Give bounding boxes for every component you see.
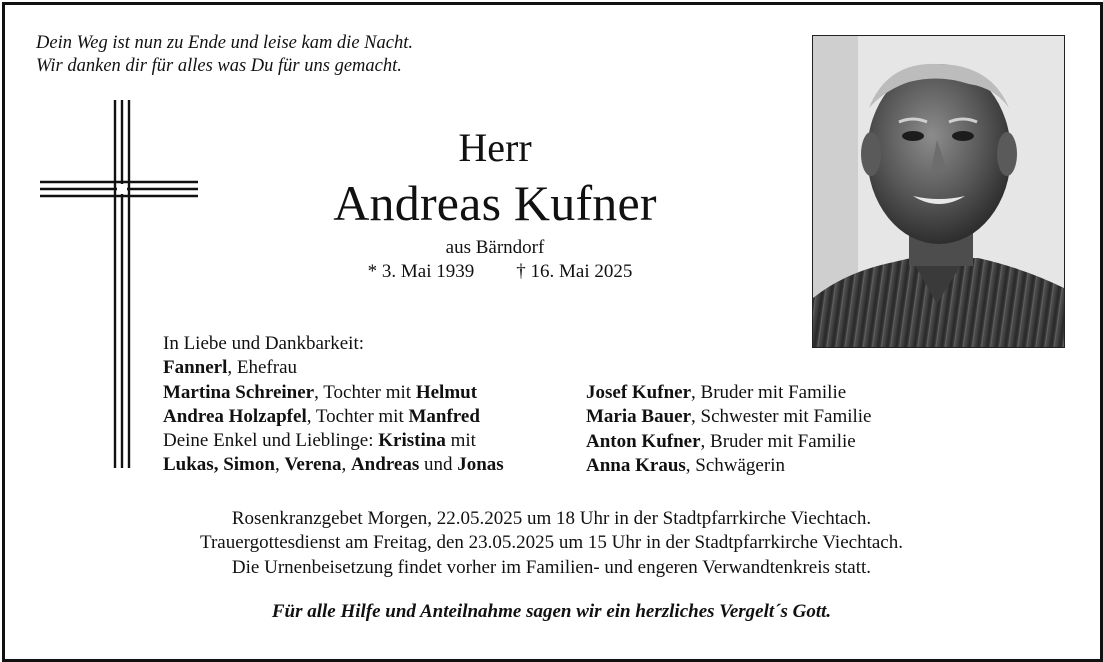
separator: und <box>419 454 458 476</box>
list-item <box>163 381 504 405</box>
service-line-2: Trauergottesdienst am Freitag, den 23.05.2025 um 15 Uhr in der Stadtpfarrkirche Viechtach. <box>200 532 903 554</box>
family-name: Maria Bauer <box>586 406 692 428</box>
list-item <box>163 405 504 429</box>
mourner-name: Fannerl <box>163 357 228 379</box>
family-name: Josef Kufner <box>586 382 692 403</box>
separator: , <box>274 454 285 476</box>
family-list <box>586 381 872 478</box>
mourner-relation: , Tochter mit <box>306 405 409 427</box>
service-line-1: Rosenkranzgebet Morgen, 22.05.2025 um 18 Uhr in der Stadtpfarrkirche Viechtach. <box>231 508 872 529</box>
salutation: Herr <box>458 125 532 170</box>
family-relation: , Bruder mit Familie <box>700 430 856 452</box>
service-info <box>0 507 1103 580</box>
mourners-list <box>163 332 504 478</box>
death-date: † 16. Mai 2025 <box>516 261 633 282</box>
family-relation: , Schwester mit Familie <box>691 406 872 428</box>
poem <box>36 32 413 78</box>
list-item <box>586 430 872 454</box>
family-name: Anton Kufner <box>586 430 701 452</box>
mourner-relation: , Ehefrau <box>227 357 298 379</box>
mourner-name: Andrea Holzapfel <box>163 405 307 427</box>
grandchild-name: Jonas <box>457 454 504 476</box>
grandchild-name: Lukas, Simon <box>163 454 275 476</box>
list-item <box>586 381 872 405</box>
poem-line-2: Wir danken dir für alles was Du für uns gemacht. <box>36 56 402 76</box>
family-name: Anna Kraus <box>586 454 686 476</box>
list-item <box>586 405 872 429</box>
list-item <box>163 429 504 453</box>
life-dates <box>300 259 700 285</box>
grandchildren-connector: mit <box>445 430 476 452</box>
birth-date: * 3. Mai 1939 <box>367 261 475 282</box>
mourner-partner: Helmut <box>415 381 478 403</box>
service-line-3: Die Urnenbeisetzung findet vorher im Familien- und engeren Verwandtenkreis statt. <box>231 556 872 578</box>
deceased-name: Andreas Kufner <box>333 175 657 231</box>
origin: aus Bärndorf <box>445 237 545 258</box>
mourner-relation: , Tochter mit <box>314 381 416 403</box>
thanks-line: Für alle Hilfe und Anteilnahme sagen wir ein herzliches Vergelt´s Gott. <box>271 601 832 622</box>
portrait-image <box>813 36 1064 347</box>
family-relation: , Schwägerin <box>685 454 785 476</box>
grandchildren-text: Deine Enkel und Lieblinge: <box>163 430 379 452</box>
family-relation: , Bruder mit Familie <box>691 382 847 403</box>
grandchild-name: Andreas <box>350 454 420 476</box>
mourner-name: Martina Schreiner <box>163 381 315 403</box>
grandchild-name: Verena <box>284 454 342 476</box>
list-item <box>586 454 872 478</box>
list-item <box>163 453 504 477</box>
poem-line-1: Dein Weg ist nun zu Ende und leise kam die Nacht. <box>36 33 413 53</box>
list-item <box>163 356 504 380</box>
mourners-intro: In Liebe und Dankbarkeit: <box>163 333 365 354</box>
portrait-photo <box>812 35 1065 348</box>
separator: , <box>341 454 351 476</box>
mourner-partner: Manfred <box>408 405 480 427</box>
grandchild-name: Kristina <box>378 430 446 452</box>
